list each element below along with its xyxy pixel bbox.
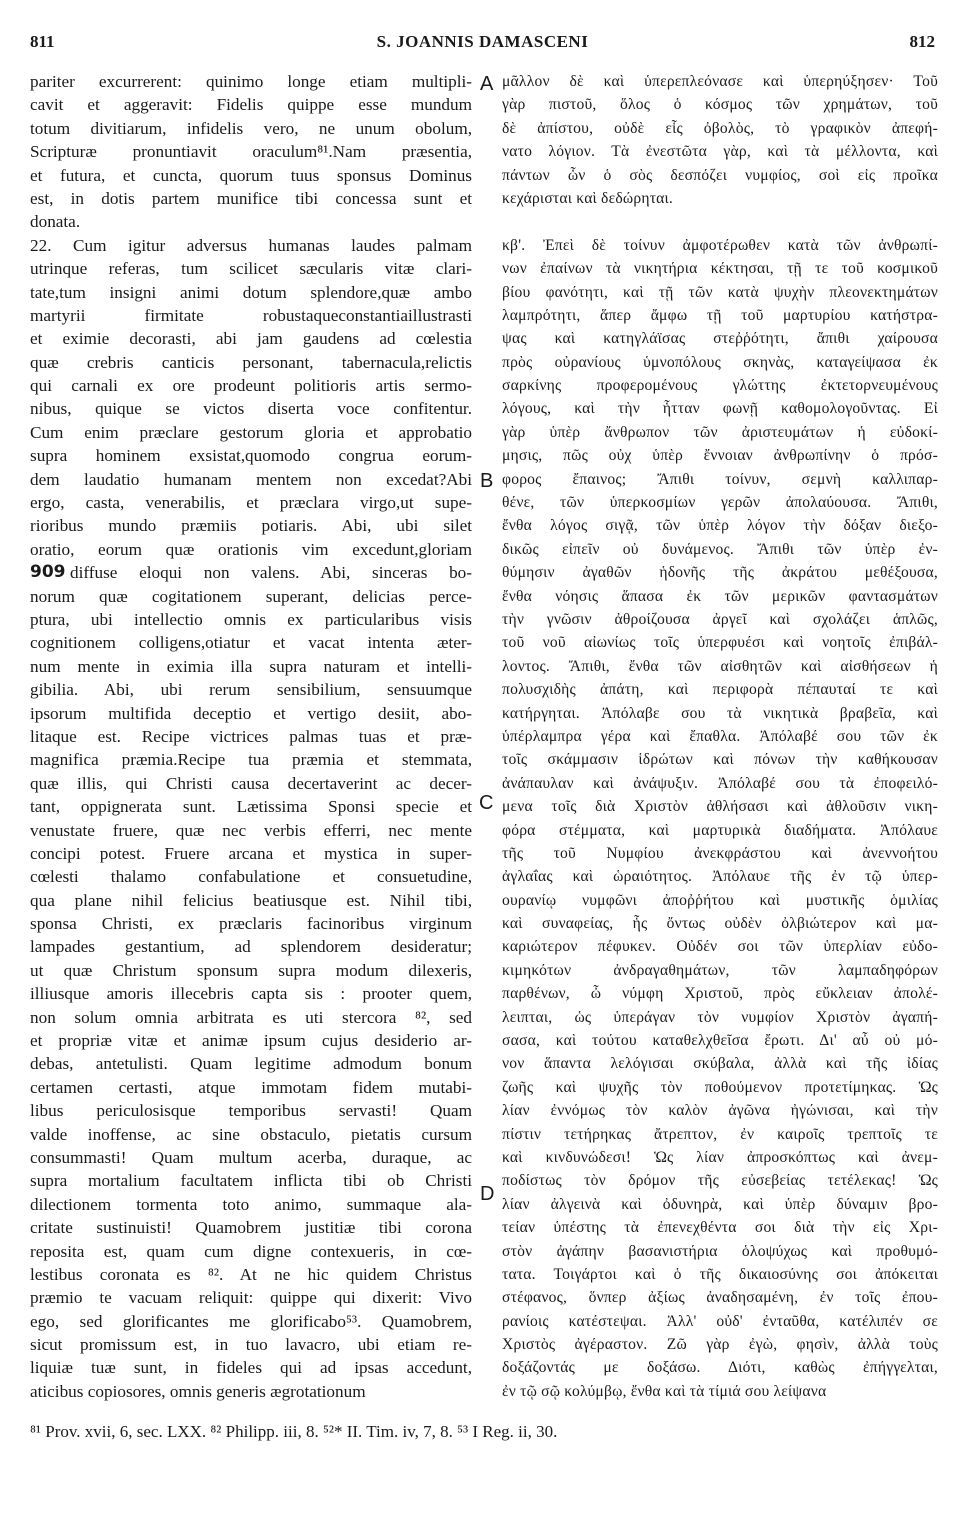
latin-text-line: magnifica præmia.Recipe tua præmia et stemmata, — [30, 750, 472, 770]
latin-text-line: supra hominem exsistat,quomodo congrua eorum- — [30, 446, 472, 466]
greek-text-line: νων ἐπαίνων τὰ νικητήρια κέκτησαι, τῇ τε τοῦ κοσμικοῦ — [502, 260, 938, 278]
latin-text-line: debas, antetulisti. Quam legitime admodum bonum — [30, 1054, 472, 1074]
latin-text-line: lestibus coronata es ⁸². At ne hic quidem Christus — [30, 1264, 472, 1284]
latin-text-line: pariter excurrerent: quinimo longe etiam multipli- — [30, 72, 472, 91]
greek-text-line: Χριστὸς ἀγέραστον. Ζῶ γὰρ ἐγὼ, φησὶν, ἀλλὰ τοὺς — [502, 1336, 938, 1354]
latin-text-line: est, in dotis partem munifice tibi concessa sunt et — [30, 188, 472, 208]
latin-text-line: certamen certasti, atque immotam fidem mutabi- — [30, 1077, 472, 1097]
latin-text-line: qui carnali ex ore prodeunt politioris artis sermo- — [30, 376, 472, 396]
greek-text-line: τῆς τοῦ Νυμφίου ἀνεκφράστου καὶ ἀνεννοήτου — [502, 844, 938, 862]
greek-text-line: ουρανίῳ νυμφῶνι ἀποῤῥήτου καὶ μυστικῆς ὁμιλίας — [502, 891, 938, 909]
latin-text-line: Cum enim præclare gestorum gloria et approbatio — [30, 422, 472, 442]
greek-text-line: λόγους, καὶ τὴν ἧτταν φωνῇ καθομολογοῦντας. Εἰ — [502, 400, 938, 418]
greek-text-line: λίαν ἐννόμως τὸν καλὸν ἀγῶνα ἠγώνισαι, καὶ τὴν — [502, 1102, 938, 1120]
greek-text-line: ἀγλαΐας καὶ ὡραιότητος. Ἀπόλαυε τῆς ἐν τῷ ὑπερ- — [502, 868, 938, 886]
latin-text-line: ergo, casta, venerabilis, et præclara virgo,ut supe- — [30, 493, 472, 513]
greek-text-line: μενα τοῖς διὰ Χριστὸν ἀθλήσασι καὶ ἀθλοῦσιν νικη- — [502, 798, 938, 816]
greek-text-line: γὰρ πιστοῦ, ὅλος ὁ κόσμος τῶν χρημάτων, τοῦ — [502, 96, 938, 114]
greek-text-line: πολυσχιδὴς ἀπάτη, καὶ περιφορὰ πέπαυταί τε καὶ — [502, 681, 938, 699]
greek-text-line: φορος ἔπαινος; Ἄπιθι τοίνυν, σεμνὴ καλλιπαρ- — [502, 470, 938, 488]
latin-text-line: libus periculosisque temporibus servasti! Quam — [30, 1101, 472, 1121]
greek-text-line: πίστιν τετήρηκας ἄτρεπτον, ἐν καιροῖς τρεπτοῖς τε — [502, 1125, 938, 1143]
latin-text-line: oratio, eorum quæ orationis vim excedunt,gloriam — [30, 539, 472, 559]
greek-text-line: παρθένων, ὦ νύμφη Χριστοῦ, πρὸς εὔκλειαν ἀπολέ- — [502, 985, 938, 1003]
greek-text-line: θένε, τῶν ὑπερκοσμίων γερῶν ἀπολαύουσα. Ἄπιθι, — [502, 494, 938, 512]
latin-text-line: gibilia. Abi, ubi rerum sensibilium, sensuumque — [30, 680, 472, 700]
latin-text-line: ipsorum multifida deceptio et vertigo desiit, abo- — [30, 703, 472, 723]
latin-column — [30, 70, 472, 1403]
latin-text-line: sponsa Christi, ex præclaris facinoribus virginum — [30, 914, 472, 934]
greek-text-line: ἔνθα λόγος σιγᾷ, τῶν ὑπὲρ λόγον τὴν δόξαν διεξο- — [502, 517, 938, 535]
greek-text-line: σαρκίνης προφερομένους γλώττης ἐκτετορνευμένους — [502, 377, 938, 395]
latin-text-line: concipi potest. Fruere arcana et mystica in super- — [30, 843, 472, 863]
greek-text-line: λαμπρότητι, ἅπερ ἄμφω τῇ τοῦ μαρτυρίου κατήστρα- — [502, 306, 938, 324]
latin-text-line: tant, oppignerata sunt. Lætissima Sponsi specie et — [30, 797, 472, 817]
section-marker-c: C — [479, 792, 494, 814]
greek-text-line: κιμηκότων ἀνδραγαθημάτων, τῶν λαμπαδηφόρων — [502, 961, 938, 979]
running-header — [30, 32, 935, 58]
greek-text-line: πάντων ὧν ὁ σὸς δεσπόζει νυμφίος, σοὶ εἰς προῖκα — [502, 166, 938, 184]
latin-text-line: quæ illis, qui Christi causa decertaverint ac decer- — [30, 773, 472, 793]
latin-text-line: valde inoffense, ac sine obstaculo, pietatis cursum — [30, 1124, 472, 1144]
section-marker-a: A — [480, 73, 494, 95]
greek-text-line: γὰρ ὑπὲρ ἄνθρωπον τῶν ἀριστευμάτων ἡ εὐδοκί- — [502, 423, 938, 441]
section-marker-d: D — [480, 1183, 495, 1205]
migne-column-number: 909 — [30, 561, 70, 584]
latin-text-line: 22. Cum igitur adversus humanas laudes palmam — [30, 235, 472, 255]
latin-text-line: cœlesti thalamo confabulatione et consuetudine, — [30, 867, 472, 887]
greek-text-line: ζωῆς καὶ ψυχῆς τὸν ποθούμενον προτετίμηκας. Ὡς — [502, 1078, 938, 1096]
greek-text-line: μᾶλλον δὲ καὶ ὑπερεπλεόνασε καὶ ὑπερηύξησεν· Τοῦ — [502, 73, 938, 90]
greek-text-line: ρανίοις κατέστεψαι. Ἀλλ' οὐδ' ἐνταῦθα, κατέλιπέν σε — [502, 1312, 938, 1330]
latin-text-line: Scripturæ pronuntiavit oraculum⁸¹.Nam præsentia, — [30, 142, 472, 162]
greek-text-line: σασα, καὶ τούτου καταθελχθεῖσα ἔρωτι. Δι' αὖ οὐ μό- — [502, 1032, 938, 1050]
greek-text-line: στὸν ἀγάπην βασανιστήρια ὁλοψύχως καὶ προθυμό- — [502, 1242, 938, 1260]
greek-text-line: ὑπέρλαμπρα γέρα καὶ ἔπαθλα. Ἀπόλαβέ σου τῶν ἐκ — [502, 727, 938, 745]
greek-column — [502, 70, 938, 1403]
greek-text-line: τοῦ νοῦ αἰωνίως τοῖς ὑπερφυέσι καὶ νοητοῖς ἐπιβάλ- — [502, 634, 938, 652]
greek-text-line: λοντος. Ἄπιθι, ἔνθα τῶν αἰσθητῶν καὶ αἰσθήσεων ἡ — [502, 657, 938, 675]
greek-text-line: κατήργηται. Ἀπόλαβε σου τὰ νικητικὰ βραβεῖα, καὶ — [502, 704, 938, 722]
greek-text-line: δικῶς εἰπεῖν οὐ δυνάμενος. Ἄπιθι τῶν ὑπὲρ ἐν- — [502, 540, 938, 558]
latin-text-line: tate,tum insigni animi dotum splendore,quæ ambo — [30, 282, 472, 302]
greek-text-line: λειπται, ὡς ὑπεράγαν τὸν νυμφίον Χριστὸν ἀγαπή- — [502, 1008, 938, 1026]
latin-text-line: num mente in eximia illa supra naturam et intelli- — [30, 656, 472, 676]
running-title: S. JOANNIS DAMASCENI — [376, 32, 589, 51]
page-number-right: 812 — [909, 32, 935, 51]
latin-text-line: cavit et aggeravit: Fidelis quippe esse mundum — [30, 95, 472, 115]
greek-text-line: θύμησιν ἀγαθῶν ἡδονῆς τῆς ἀκράτου μεθέξουσα, — [502, 564, 938, 582]
latin-text-line: liquiæ tuæ sunt, in fideles qui ad ipsas accedunt, — [30, 1358, 472, 1378]
greek-text-line: βίου φανότητι, καὶ τῇ τῶν κατὰ ψυχὴν πλεονεκτημάτων — [502, 283, 938, 301]
greek-text-line: ψας καὶ κατηγλάϊσας στεῤῥότητι, ἄπιθι χαίρουσα — [502, 330, 938, 348]
latin-text-line: donata. — [30, 212, 81, 232]
greek-text-line: καὶ κινδυνώδεσι! Ὡς λίαν ἀπροσκόπτως καὶ ἀνεμ- — [502, 1148, 938, 1166]
latin-text-line: totum divitiarum, infidelis vero, ne unum obolum, — [30, 118, 472, 138]
latin-text-line: lampades gestantium, ad splendorem desideratur; — [30, 937, 472, 957]
greek-text-line: δὲ ἀπίστου, οὐδὲ εἷς ὀβολὸς, τὸ γραφικὸν ἀπεφή- — [502, 119, 938, 137]
greek-text-line: δοξάζοντάς με δοξάσω. Διότι, καθὼς ἐπήγγελται, — [502, 1359, 938, 1377]
latin-text-line: reposita est, quam cum digne contexueris, in cœ- — [30, 1241, 472, 1261]
greek-text-line: ἔνθα νόησις ἅπασα ἐκ τῶν μερικῶν φαντασμάτων — [502, 587, 938, 605]
greek-text-line: καριώτερον πέφυκεν. Οὐδέν σοι τῶν ὑπερλίαν εὐδο- — [502, 938, 938, 956]
latin-text-line: ptura, ubi intellectio omnis ex particularibus visis — [30, 609, 472, 629]
latin-text-line: cognitionem colligens,otiatur et vacat intenta æter- — [30, 633, 472, 653]
greek-text-line: κεχάρισται καὶ δεδώρηται. — [502, 189, 674, 207]
latin-text-line: quæ crebris canticis personant, tabernacula,relictis — [30, 352, 472, 372]
latin-text-line: consummasti! Quam multum acerba, duraque, ac — [30, 1147, 472, 1167]
latin-text-line: norum quæ cogitationem superant, delicias perce- — [30, 586, 472, 606]
greek-text-line: ἀνάπαυλαν καὶ ἀνάψυξιν. Ἀπόλαβέ σου τὰ ἐποφειλό- — [502, 774, 938, 792]
latin-text-line: et propriæ vitæ et animæ ipsum cujus desiderio ar- — [30, 1031, 472, 1051]
greek-text-line: νατο λόγιον. Τὰ ἐνεστῶτα γὰρ, καὶ τὰ μέλλοντα, καὶ — [502, 143, 938, 161]
page-number-left: 811 — [30, 32, 55, 51]
latin-text-line: martyrii firmitate robustaqueconstantiaillustrasti — [30, 305, 472, 325]
latin-text-line: dilectionem tormenta toto animo, summaque ala- — [30, 1194, 472, 1214]
greek-text-line: τοῖς σκάμμασιν ἱδρώτων καὶ πόνων τὴν καθήκουσαν — [502, 751, 938, 769]
greek-text-line: τατα. Τοιγάρτοι καὶ ὁ τῆς δικαιοσύνης σοι ἀπόκειται — [502, 1265, 938, 1283]
latin-text-line: qua plane nihil felicius beatiusque est. Nihil tibi, — [30, 890, 472, 910]
latin-text-line: et futura, et cuncta, quorum tuus sponsus Dominus — [30, 165, 472, 185]
latin-text-line: utrinque referas, tum scilicet sæcularis vitæ clari- — [30, 259, 472, 279]
greek-text-line: κβ'. Ἐπεὶ δὲ τοίνυν ἀμφοτέρωθεν κατὰ τῶν ἀνθρωπί- — [502, 236, 938, 254]
greek-text-line: ἐν τῷ σῷ κολύμβῳ, ἔνθα καὶ τὰ τίμιά σου λείψανα — [502, 1382, 827, 1400]
latin-text-line: aticibus copiosores, omnis generis ægrotationum — [30, 1381, 366, 1401]
latin-text-line: critate sustinuisti! Quamobrem justitiæ tibi corona — [30, 1218, 472, 1238]
latin-text-line: nibus, quique se victos diserta voce confitentur. — [30, 399, 472, 419]
greek-text-line: φόρα στέμματα, καὶ μαρτυρικὰ διαδήματα. Ἀπόλαυε — [502, 821, 938, 839]
latin-text-line: præmio te vacuam reliquit: quippe qui dixerit: Vivo — [30, 1288, 472, 1308]
latin-text-line: venustate fruere, quæ nec verbis efferri, nec mente — [30, 820, 472, 840]
greek-text-line: στέφανος, ὅνπερ ἀξίως ἀναδησαμένη, ἐν τοῖς ἐπου- — [502, 1289, 938, 1307]
greek-text-line: λίαν ἀλγεινὰ καὶ ὀδυνηρὰ, καὶ ὑπὲρ δύναμιν βρο- — [502, 1195, 938, 1213]
latin-text-line: litaque est. Recipe victrices palmas tuas et præ- — [30, 726, 472, 746]
latin-text-line: supra mortalium facultatem inflicta tibi ob Christi — [30, 1171, 472, 1191]
latin-text-line: ut quæ Christum sponsum supra modum dilexeris, — [30, 960, 472, 980]
latin-text-line: rioribus mundo præmiis potiaris. Abi, ubi silet — [30, 516, 472, 536]
greek-text-line: νον ἅπαντα λελόγισαι σκύβαλα, ἀλλὰ καὶ τῆς ἰδίας — [502, 1055, 938, 1073]
latin-text-line: sicut promissum est, in tuo lavacro, ubi etiam re- — [30, 1335, 472, 1355]
greek-text-line — [502, 210, 938, 233]
latin-text-line: diffuse eloqui non valens. Abi, sinceras bo- — [70, 563, 472, 583]
latin-text-line: dem laudatio humanam mentem non excedat?Abi — [30, 469, 472, 489]
section-marker-b: B — [480, 470, 494, 492]
greek-text-line: τὴν γνῶσιν ἀθροίζουσα ἀργεῖ καὶ σχολάζει ἁπλῶς, — [502, 610, 938, 628]
greek-text-line: καὶ συναφείας, ἧς ὄντως οὐδὲν ὀλβιώτερον καὶ μα- — [502, 915, 938, 933]
footnotes: ⁸¹ Prov. xvii, 6, sec. LXX. ⁸² Philipp. iii, 8. ⁵²* II. Tim. iv, 7, 8. ⁵³ I Reg. ii, 30. — [30, 1422, 558, 1441]
greek-text-line: ποδίστως τὸν δρόμον τῆς εὐσεβείας τετέλεκας! Ὡς — [502, 1172, 938, 1190]
latin-text-line: ego, sed glorificantes me glorificabo⁵³. Quamobrem, — [30, 1311, 472, 1331]
latin-text-line: non solum omnia arbitrata es uti stercora ⁸², sed — [30, 1007, 472, 1027]
greek-text-line: μησις, πῶς οὐχ ὑπὲρ ἔννοιαν ἀνθρωπίνην ὁ πρόσ- — [502, 447, 938, 465]
latin-text-line: et eximie decorasti, abi jam gaudens ad cœlestia — [30, 329, 472, 349]
greek-text-line: πρὸς οὐρανίους ὑμνοπόλους σκηνὰς, καταγείψασα ἐκ — [502, 353, 938, 371]
latin-text-line: illiusque amoris illecebris capta sis : prooter quem, — [30, 984, 472, 1004]
greek-text-line: τείαν ὑπέστης τὰ ἐπενεχθέντα σοι διὰ τὴν εἰς Χρι- — [502, 1219, 938, 1237]
